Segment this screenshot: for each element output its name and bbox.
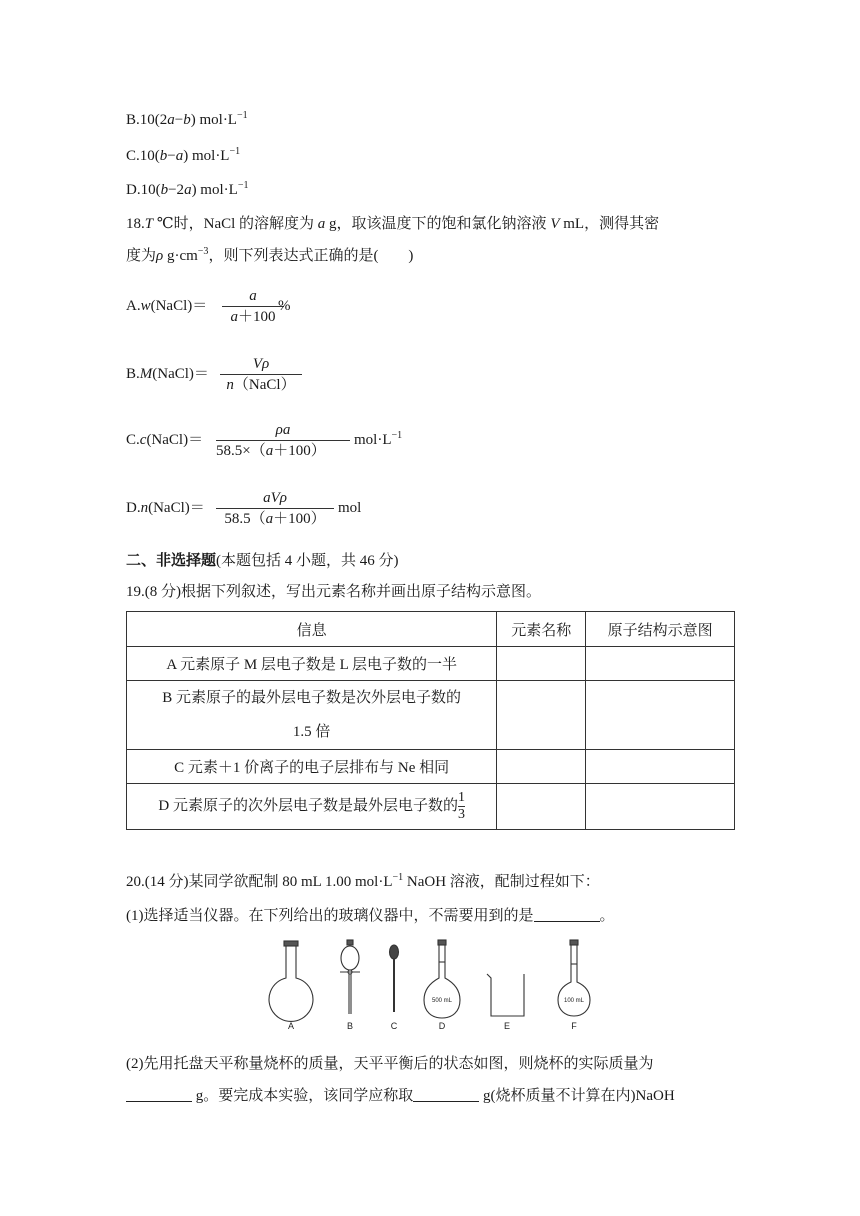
flask-f-volume: 100 mL — [563, 998, 585, 1004]
var: T — [144, 216, 154, 232]
text: ℃时，NaCl 的溶解度为 — [153, 216, 318, 232]
beaker-icon — [487, 974, 524, 1016]
option-d-lhs — [126, 498, 205, 518]
label-b: B — [346, 1021, 354, 1031]
text: 18. — [126, 216, 145, 232]
text: B. — [126, 366, 140, 382]
option-label: B. — [126, 112, 140, 128]
volumetric-flask-500-icon — [424, 940, 460, 1018]
text: D 元素原子的次外层电子数是最外层电子数的 — [158, 797, 458, 814]
q20-part1 — [126, 906, 615, 926]
answer-cell[interactable] — [497, 681, 586, 750]
var: a — [317, 216, 326, 232]
option-label: C. — [126, 148, 140, 164]
section-title: 二、非选择题 — [126, 551, 217, 569]
sup: −1 — [237, 180, 249, 191]
text: 10( — [140, 182, 161, 198]
text: 10( — [139, 148, 160, 164]
header-structure-diagram: 原子结构示意图 — [586, 612, 735, 647]
glassware-illustration — [260, 938, 600, 1034]
answer-cell[interactable] — [586, 681, 735, 750]
q20-part2-line1: (2)先用托盘天平称量烧杯的质量，天平平衡后的状态如图，则烧杯的实际质量为 — [126, 1056, 654, 1072]
text: g。要完成本实验，该同学应称取 — [192, 1088, 414, 1104]
percent: % — [278, 298, 291, 314]
text: NaOH 溶液，配制过程如下： — [403, 874, 600, 890]
text: g(烧杯质量不计算在内)NaOH — [479, 1088, 675, 1104]
text: mL，测得其密 — [559, 216, 660, 232]
denominator: 3 — [457, 807, 465, 822]
text: ) mol·L — [191, 182, 238, 198]
var: a — [167, 112, 175, 128]
text: 58.5×（ — [216, 443, 266, 459]
q20-part2-line2 — [126, 1086, 675, 1106]
sup: −1 — [391, 430, 403, 441]
text: (NaCl)＝ — [148, 500, 205, 516]
answer-blank[interactable] — [413, 1087, 479, 1102]
text: ＋100 — [237, 309, 276, 325]
text: (NaCl)＝ — [150, 298, 208, 314]
answer-cell[interactable] — [586, 647, 735, 681]
fraction — [216, 488, 334, 529]
table-header-row — [127, 612, 735, 647]
text: − — [174, 112, 184, 128]
label-e: E — [503, 1021, 511, 1031]
dropper-icon — [390, 945, 399, 1012]
text: ＋100） — [273, 511, 326, 527]
numerator: 1 — [457, 790, 465, 805]
text: A. — [126, 298, 141, 314]
text: D. — [126, 500, 141, 516]
numerator: ρa — [275, 422, 291, 438]
unit: mol — [338, 500, 362, 516]
var: a — [230, 309, 238, 325]
var: a — [265, 443, 274, 459]
option-c-lhs — [126, 430, 203, 450]
sup: −3 — [197, 246, 209, 257]
answer-cell[interactable] — [497, 647, 586, 681]
fraction — [216, 420, 350, 461]
answer-blank[interactable] — [534, 907, 600, 922]
text: −2 — [168, 182, 185, 198]
text: (NaCl)＝ — [152, 366, 209, 382]
var: a — [175, 148, 184, 164]
denominator — [216, 509, 334, 529]
sup: −1 — [229, 146, 241, 157]
label-c: C — [390, 1021, 398, 1031]
denominator — [220, 375, 302, 395]
text: mol·L — [354, 432, 392, 448]
table-row — [127, 681, 735, 750]
text: ，则下列表达式正确的是( ) — [208, 248, 414, 264]
unit — [354, 430, 402, 450]
label-d: D — [438, 1021, 446, 1031]
element-info-table — [126, 611, 735, 830]
volumetric-flask-100-icon — [558, 940, 590, 1016]
text: g·cm — [163, 248, 198, 264]
text: ) mol·L — [190, 112, 237, 128]
answer-cell[interactable] — [586, 784, 735, 830]
var: n — [226, 377, 234, 393]
info-cell: A 元素原子 M 层电子数是 L 层电子数的一半 — [127, 647, 497, 681]
q17-option-b — [126, 110, 248, 130]
var: b — [160, 182, 169, 198]
q19-stem: 19.(8 分)根据下列叙述，写出元素名称并画出原子结构示意图。 — [126, 584, 541, 600]
section-heading — [126, 550, 399, 571]
sup: −1 — [236, 110, 248, 121]
answer-cell[interactable] — [497, 750, 586, 784]
fraction — [458, 790, 465, 823]
var: b — [183, 112, 191, 128]
section-note: (本题包括 4 小题，共 46 分) — [216, 553, 399, 569]
text: g，取该温度下的饱和氯化钠溶液 — [325, 216, 551, 232]
table-row — [127, 784, 735, 830]
q18-stem-line2 — [126, 246, 413, 266]
text: 度为 — [126, 248, 157, 264]
numerator: a — [249, 288, 257, 304]
separatory-funnel-icon — [340, 940, 360, 1014]
text: 1.5 倍 — [292, 724, 331, 740]
text: (NaCl)＝ — [146, 432, 204, 448]
table-row — [127, 750, 735, 784]
numerator: aVρ — [263, 490, 287, 506]
var: a — [184, 182, 192, 198]
label-f: F — [571, 1021, 577, 1031]
var: V — [550, 216, 560, 232]
text: B 元素原子的最外层电子数是次外层电子数的 — [162, 690, 462, 706]
var: ρ — [156, 248, 164, 264]
header-element-name: 元素名称 — [497, 612, 586, 647]
text: （NaCl） — [233, 377, 296, 393]
text: C. — [126, 432, 140, 448]
var: w — [140, 298, 151, 314]
var: b — [159, 148, 168, 164]
answer-blank[interactable] — [126, 1087, 192, 1102]
header-info: 信息 — [127, 612, 497, 647]
q20-stem — [126, 872, 600, 892]
var: M — [139, 366, 153, 382]
var: n — [140, 500, 149, 516]
table-row — [127, 647, 735, 681]
var: c — [139, 432, 147, 448]
fraction — [222, 286, 284, 327]
info-cell — [127, 784, 497, 830]
denominator — [216, 441, 350, 461]
label-a: A — [287, 1021, 295, 1031]
flask-d-volume: 500 mL — [431, 998, 453, 1004]
fraction — [220, 354, 302, 395]
text: 10(2 — [139, 112, 168, 128]
text: 。 — [599, 908, 615, 924]
answer-cell[interactable] — [586, 750, 735, 784]
var: a — [265, 511, 274, 527]
round-flask-icon — [269, 941, 313, 1021]
numerator: Vρ — [252, 356, 270, 372]
text: (1)选择适当仪器。在下列给出的玻璃仪器中，不需要用到的是 — [126, 908, 534, 924]
text: ＋100） — [273, 443, 326, 459]
text: 20.(14 分)某同学欲配制 80 mL 1.00 mol·L — [126, 874, 393, 890]
info-cell: C 元素＋1 价离子的电子层排布与 Ne 相同 — [127, 750, 497, 784]
sup: −1 — [392, 872, 404, 883]
option-label: D. — [126, 182, 141, 198]
option-a-lhs — [126, 296, 207, 316]
option-b-lhs — [126, 364, 209, 384]
q18-stem-line1 — [126, 214, 659, 234]
info-cell — [127, 681, 497, 750]
q17-option-d — [126, 180, 248, 200]
text: − — [167, 148, 176, 164]
text: 58.5（ — [224, 511, 266, 527]
q17-option-c — [126, 146, 240, 166]
denominator — [222, 307, 284, 327]
text: ) mol·L — [183, 148, 230, 164]
answer-cell[interactable] — [497, 784, 586, 830]
